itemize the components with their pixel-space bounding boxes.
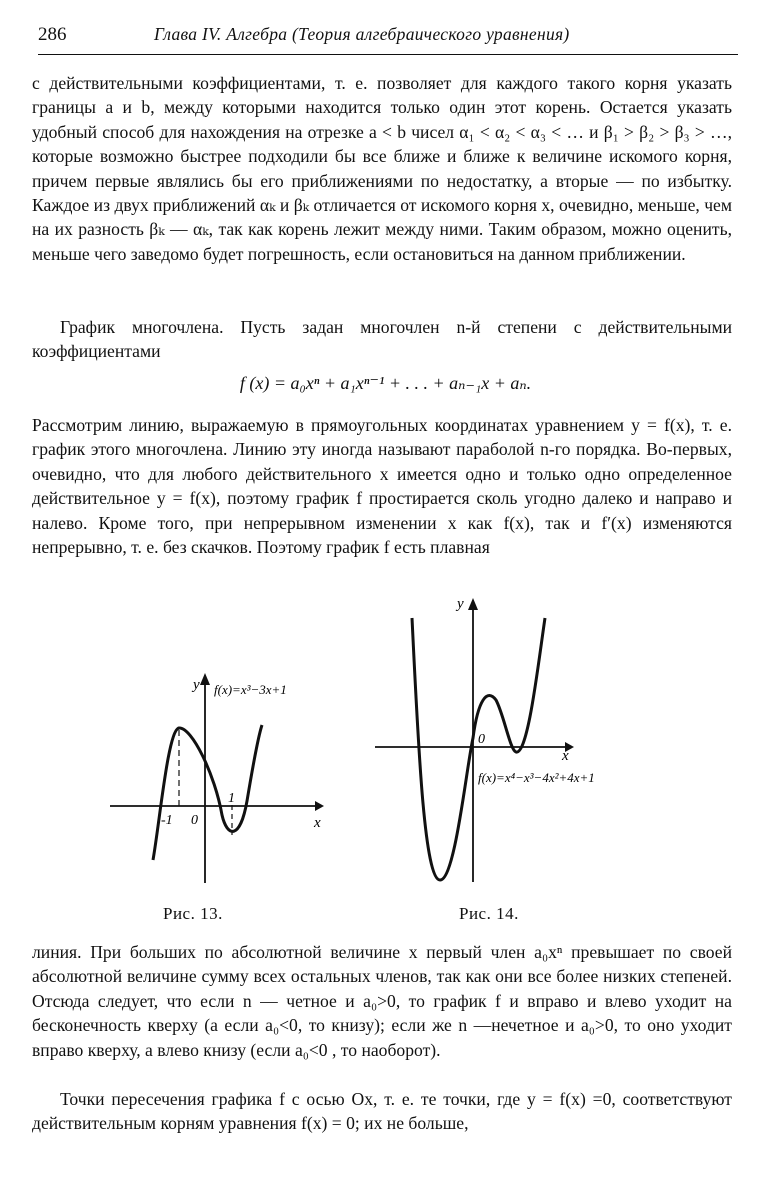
fig13-tick-0: 0 [191,813,198,828]
fig14-y-label: y [457,596,464,612]
fig13-x-arrow [315,801,324,811]
figure-14 [370,590,670,900]
paragraph-parabola: Рассмотрим линию, выражаемую в прямоугольных координатах уравнением y = f(x), т. е. график этого многочлена. Линию эту иногда называют параболой n-го порядка. Во-первых, очевидно, что для любого действительного x имеется одно и только одно определенное действительное y = f(x), поэтому график f простирается сколь угодно далеко и направо и налево. Кроме того, при непрерывном изменении x как f(x), так и f′(x) изменяются непрерывно, т. е. без скачков. Поэтому график f есть плавная [32,415,732,558]
paragraph-intersections: Точки пересечения графика f с осью Ox, т. е. те точки, где y = f(x) =0, соответствуют действительным корням уравнения f(x) = 0; их не больше, [32,1089,732,1134]
paragraph-asymptotic-behavior: линия. При больших по абсолютной величине x первый член a₀xⁿ превышает по своей абсолютной величине сумму всех остальных членов, так как они все более низких степеней. Отсюда следует, что если n — четное и a₀>0, то график f и вправо и влево уходит на бесконечность кверху (а если a₀<0, то книзу); если же n —нечетное и a₀>0, то оно уходит вправо кверху, а влево книзу (если a₀<0 , то наоборот). [32,942,732,1060]
fig13-tick-1: 1 [228,791,235,806]
fig14-formula: f(x)=x⁴−x³−4x²+4x+1 [478,770,595,785]
polynomial-formula: f (x) = a₀xⁿ + a₁xⁿ⁻¹ + . . . + aₙ₋₁x + aₙ. [239,373,532,393]
fig13-formula: f(x)=x³−3x+1 [214,682,287,697]
figure-13 [100,655,340,900]
fig14-y-arrow [468,598,478,610]
fig14-curve [412,618,545,880]
fig13-caption: Рис. 13. [163,904,223,923]
fig14-x-label: x [562,748,569,764]
fig13-x-label: x [314,815,321,831]
fig13-y-arrow [200,673,210,685]
running-title: Глава IV. Алгебра (Теория алгебраического уравнения) [154,24,570,44]
page-header [38,20,738,55]
paragraph-roots-approximation: с действительными коэффициентами, т. е. позволяет для каждого такого корня указать границы a и b, между которыми находится только один этот корень. Остается указать удобный способ для нахождения на отрезке a < b чисел α₁ < α₂ < α₃ < … и β₁ > β₂ > β₃ > …, которые возможно быстрее подходили бы все ближе и ближе к величине искомого корня, причем первые являлись бы его приближениями по недостатку, а вторые — по избытку. Каждое из двух приближений αₖ и βₖ отличается от искомого корня x, очевидно, меньше, чем на их разность βₖ — αₖ, так как корень лежит между ними. Таким образом, можно оценить, меньше чего заведомо будет погрешность, если остановиться на данном приближении. [32,73,732,264]
fig13-curve [153,725,262,860]
fig13-tick-minus1: -1 [161,813,173,828]
fig14-tick-0: 0 [478,732,485,747]
page-number: 286 [38,24,67,45]
fig13-y-label: y [193,677,200,693]
fig14-caption: Рис. 14. [459,904,519,923]
paragraph-polynomial-graph: График многочлена. Пусть задан многочлен n-й степени с действительными коэффициентами [32,317,732,362]
